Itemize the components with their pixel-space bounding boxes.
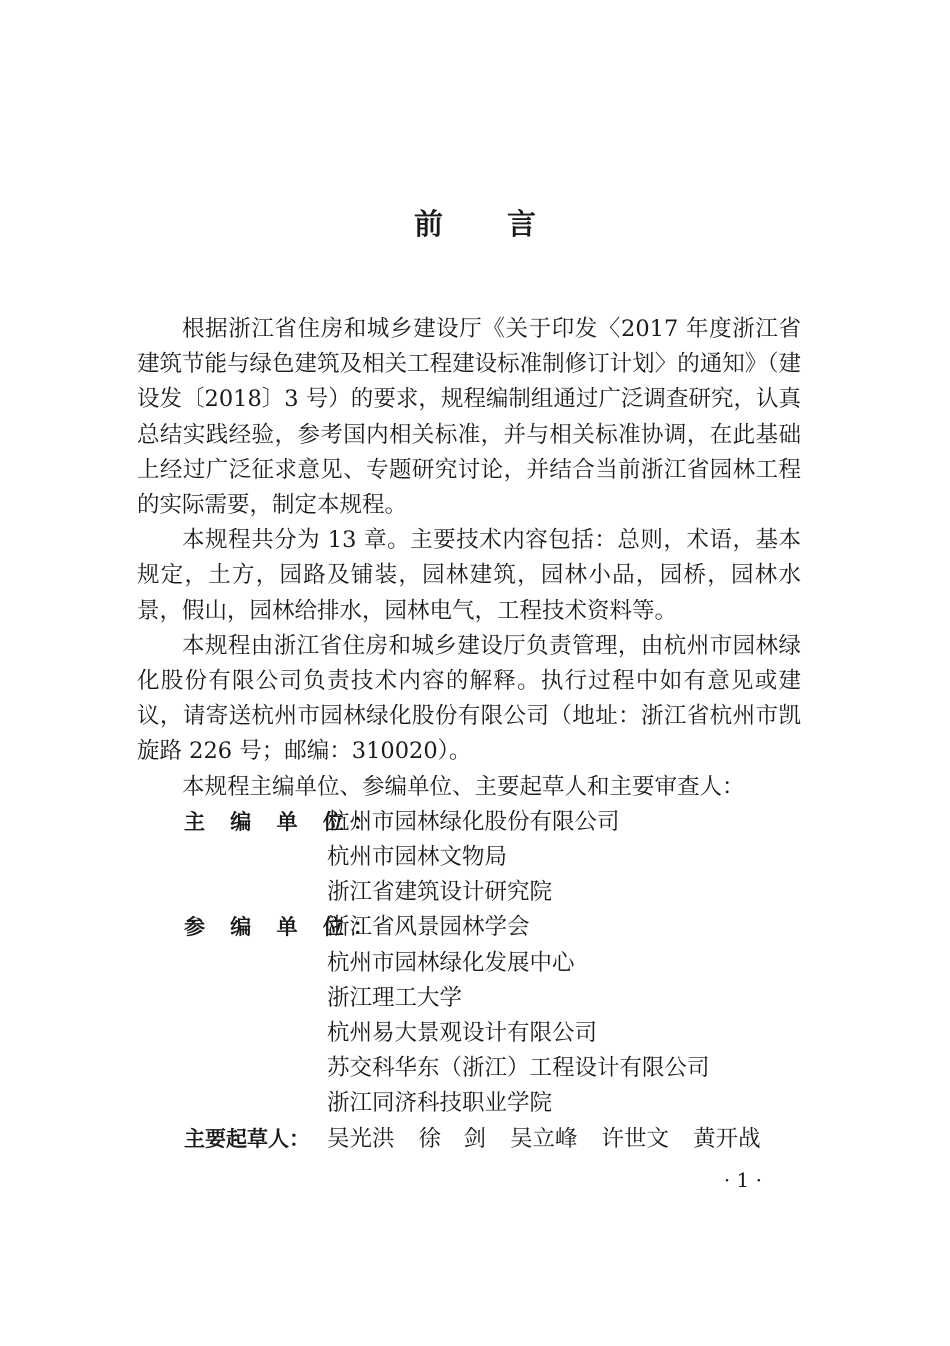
participating-unit: 杭州市园林绿化发展中心 xyxy=(327,949,575,976)
chief-editor-unit: 浙江省建筑设计研究院 xyxy=(327,879,553,906)
participating-label: 参 编 单 位： xyxy=(184,915,383,940)
participating-section xyxy=(137,910,801,1117)
drafter-name: 吴立峰 xyxy=(510,1125,578,1152)
paragraph-4: 本规程主编单位、参编单位、主要起草人和主要审查人： xyxy=(182,773,745,800)
chief-editor-unit: 杭州市园林文物局 xyxy=(327,844,508,871)
drafter-name: 吴光洪 xyxy=(327,1125,395,1152)
drafters-section xyxy=(137,1122,801,1157)
chief-editor-label: 主 编 单 位： xyxy=(184,809,383,834)
drafter-name: 许世文 xyxy=(601,1125,670,1152)
chief-editor-section xyxy=(137,805,801,906)
drafter-name: 黄开战 xyxy=(693,1125,761,1152)
drafter-name: 徐 剑 xyxy=(418,1125,487,1152)
title-char-1: 前 xyxy=(413,207,443,241)
participating-unit: 苏交科华东（浙江）工程设计有限公司 xyxy=(327,1055,710,1082)
paragraph-1: 根据浙江省住房和城乡建设厅《关于印发〈2017 年度浙江省建筑节能与绿色建筑及相关工程建设标准制修订计划〉的通知》（建设发〔2018〕3 号）的要求，规程编制组通过广泛调查研究，认真总结实践经验，参考国内相关标准，并与相关标准协调，在此基础上经过广泛征求意见、专题研究讨论，并结合当前浙江省园林工程的实际需要，制定本规程。 xyxy=(137,316,801,519)
page-number: · 1 · xyxy=(723,1168,762,1192)
preface-body xyxy=(137,312,801,1157)
participating-unit: 杭州易大景观设计有限公司 xyxy=(327,1019,598,1046)
participating-unit: 浙江省风景园林学会 xyxy=(327,914,530,941)
paragraph-3: 本规程由浙江省住房和城乡建设厅负责管理，由杭州市园林绿化股份有限公司负责技术内容的解释。执行过程中如有意见或建议，请寄送杭州市园林绿化股份有限公司（地址：浙江省杭州市凯旋路 226 号；邮编：310020）。 xyxy=(137,632,801,765)
participating-unit: 浙江同济科技职业学院 xyxy=(327,1090,553,1117)
participating-unit: 浙江理工大学 xyxy=(327,984,463,1011)
drafters-label: 主要起草人： xyxy=(184,1126,310,1151)
chief-editor-unit: 杭州市园林绿化股份有限公司 xyxy=(327,808,620,835)
paragraph-2: 本规程共分为 13 章。主要技术内容包括：总则，术语，基本规定，土方，园路及铺装，园林建筑，园林小品，园桥，园林水景，假山，园林给排水，园林电气，工程技术资料等。 xyxy=(137,527,801,624)
title-char-2: 言 xyxy=(507,207,537,241)
page-title xyxy=(0,202,950,243)
